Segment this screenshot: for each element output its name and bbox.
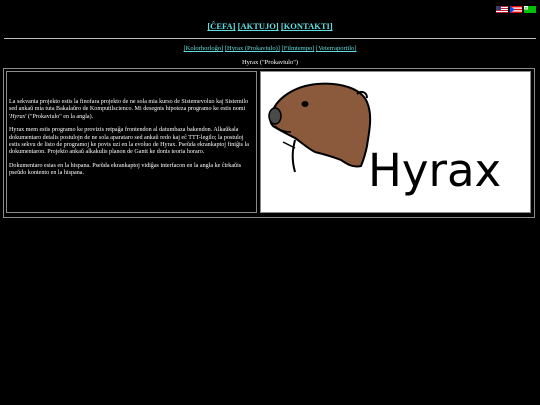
project-title: Hyrax ("Prokaviulo"): [241, 59, 299, 66]
nav-link-kolorhorlogo[interactable]: [Kolorhorloĝo]: [183, 45, 224, 52]
logo-text: Hyrax: [368, 144, 502, 197]
language-flags: [496, 6, 536, 13]
description-paragraph-2: Hyrax mem estis programo ke provizis retpaĝa frontendon al datumbaza bakendon. Alkaŭkala dokumentaro detalis postulojn de ne sola aparataro sed ankaŭ redo kaj eĉ TTT-legilo; la postuloj estis sekvu de listo de programoj ke povis uzi en la evoluo de Hyrax. Pseŭda ekrankaptoj finiĝis la dokumentaron. Projekto ankaŭ alkakulis planon de Gantt ke donis teoria horaro.: [9, 127, 249, 156]
project-nav: [0, 45, 540, 52]
p1-end: ' ("Prokaviulo" en la angla).: [25, 113, 94, 120]
nav-link-hyrax[interactable]: [Hyrax (Prokaviulo)]: [224, 45, 280, 52]
project-name: Hyrax: [10, 113, 26, 120]
nav-link-filmtempo[interactable]: [Filmtempo]: [281, 45, 315, 52]
divider: [4, 38, 536, 39]
pr-flag-icon[interactable]: [510, 6, 522, 13]
esperanto-flag-icon[interactable]: [524, 6, 536, 13]
main-nav: [0, 21, 540, 31]
nav-link-cefa[interactable]: [ĈEFA]: [207, 21, 236, 31]
p1-start: La sekvanta projekto estis la finofara projekto de ne sola mia kurso de Sistemevoluo kaj Sistemilo sed ankaŭ mia tuta Bakalaŭro de Komputilscienco. Mi desegnis hipoteza programo ke estis nomi ': [9, 99, 249, 120]
nav-link-veterraportilo[interactable]: [Veterraportilo]: [316, 45, 357, 52]
description-paragraph-3: Dokumentaro estas en la hispana. Pseŭda ekrankaptoj vidiĝas interfacon en la angla ke ĉirkaŭis pseŭdo kontento en la hispana.: [9, 162, 242, 177]
nav-link-aktujo[interactable]: [AKTUJO]: [237, 21, 279, 31]
nav-link-kontakti[interactable]: [KONTAKTI]: [280, 21, 333, 31]
logo-image: [260, 71, 531, 213]
us-flag-icon[interactable]: [496, 6, 508, 13]
project-table: [3, 68, 535, 218]
description-cell: [6, 71, 257, 213]
description-paragraph-1: [9, 99, 254, 121]
